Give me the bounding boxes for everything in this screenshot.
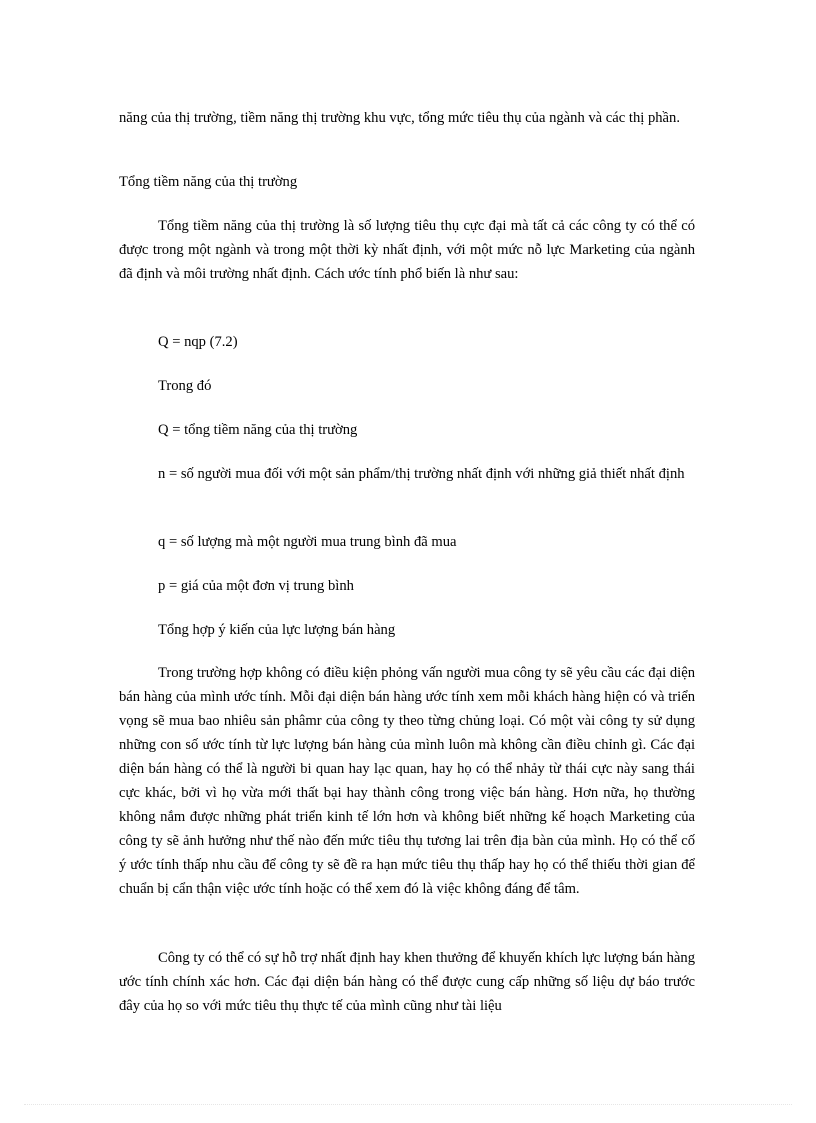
paragraph-incentives: Công ty có thể có sự hỗ trợ nhất định hay khen thưởng để khuyến khích lực lượng bán hàng ước tính chính xác hơn. Các đại diện bán hàng có thể được cung cấp những số liệu dự báo trước đây của họ so với mức tiêu thụ thực tế của mình cũng như tài liệu (119, 950, 695, 1014)
paragraph-sales-force: Trong trường hợp không có điều kiện phỏng vấn người mua công ty sẽ yêu cầu các đại diện bán hàng của mình ước tính. Mỗi đại diện bán hàng ước tính xem mỗi khách hàng hiện có và triển vọng sẽ mua bao nhiêu sản phâmr của công ty theo từng chủng loại. Có một vài công ty sử dụng những con số ước tính từ lực lượng bán hàng của mình luôn mà không cần điều chỉnh gì. Các đại diện bán hàng có thể là người bi quan hay lạc quan, hay họ có thể nhảy từ thái cực này sang thái cực khác, bởi vì họ vừa mới thất bại hay thành công trong việc bán hàng. Hơn nữa, họ thường không nắm được những phát triển kinh tế lớn hơn và không biết những kế hoạch Marketing của công ty sẽ ảnh hưởng như thế nào đến mức tiêu thụ tương lai trên địa bàn của mình. Họ có thể cố ý ước tính thấp nhu cầu để công ty sẽ đề ra hạn mức tiêu thụ thấp hay họ có thể thiếu thời gian để chuẩn bị cẩn thận việc ước tính hoặc có thể xem đó là việc không đáng để tâm. (119, 665, 695, 897)
paragraph-definition: Tổng tiềm năng của thị trường là số lượng tiêu thụ cực đại mà tất cả các công ty có thể có được trong một ngành và trong một thời kỳ nhất định, với một mức nỗ lực Marketing của ngành đã định và môi trường nhất định. Cách ước tính phổ biến là như sau: (119, 218, 695, 282)
formula-where: Trong đó (158, 378, 212, 394)
formula-var-q-total: Q = tổng tiềm năng của thị trường (158, 422, 358, 438)
formula-var-q-quantity: q = số lượng mà một người mua trung bình đã mua (158, 534, 457, 550)
formula-var-n: n = số người mua đối với một sản phẩm/thị trường nhất định với những giả thiết nhất định (158, 466, 685, 482)
heading-sales-force-opinion: Tổng hợp ý kiến của lực lượng bán hàng (158, 622, 396, 638)
formula-var-p: p = giá của một đơn vị trung bình (158, 578, 354, 594)
heading-total-market-potential: Tổng tiềm năng của thị trường (119, 174, 298, 190)
page-bottom-divider (24, 1104, 792, 1105)
formula-line: Q = nqp (7.2) (158, 334, 238, 350)
paragraph-continuation: năng của thị trường, tiềm năng thị trường khu vực, tổng mức tiêu thụ của ngành và các thị phần. (119, 110, 680, 126)
